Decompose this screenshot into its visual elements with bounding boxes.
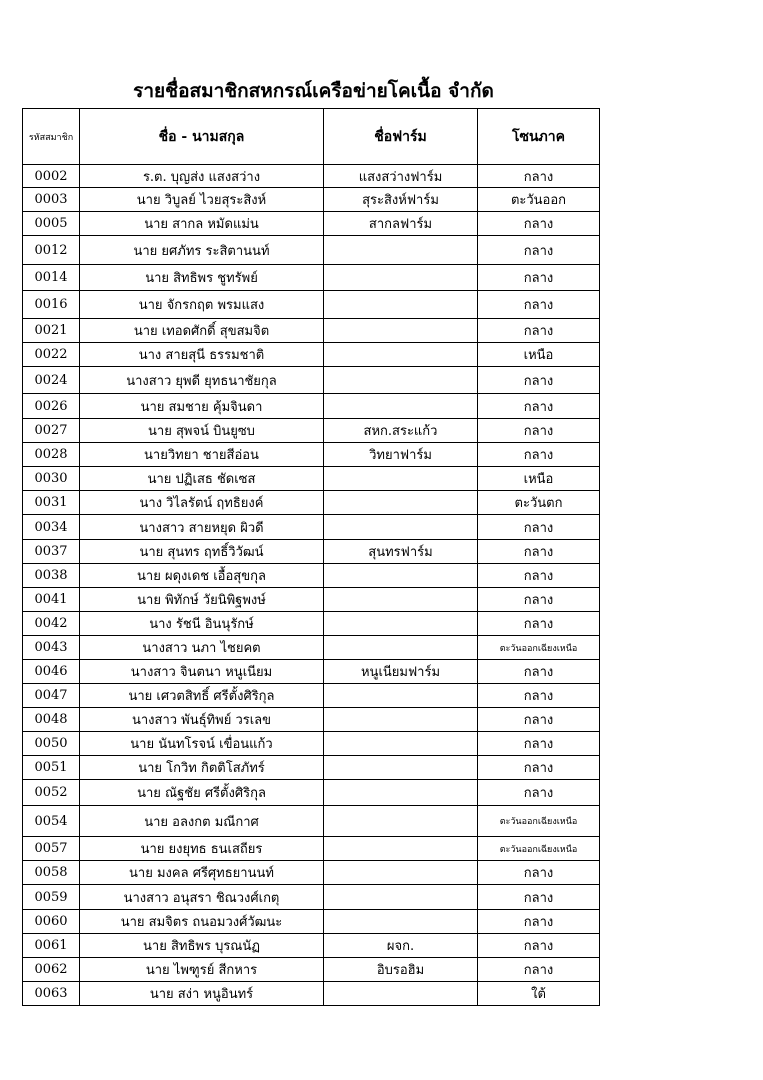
table-row xyxy=(23,780,600,806)
cell-zone: กลาง xyxy=(478,419,600,443)
table-row xyxy=(23,515,600,540)
table-row xyxy=(23,885,600,910)
table-row xyxy=(23,732,600,756)
cell-farm: ผจก. xyxy=(324,934,478,958)
table-row xyxy=(23,684,600,708)
cell-member-id: 0054 xyxy=(23,806,80,837)
cell-name: นาง รัชนี อินนุรักษ์ xyxy=(80,612,324,636)
cell-name: นาย สากล หมัดแม่น xyxy=(80,212,324,236)
cell-farm xyxy=(324,491,478,515)
cell-member-id: 0014 xyxy=(23,265,80,291)
cell-farm: วิทยาฟาร์ม xyxy=(324,443,478,467)
table-body xyxy=(23,165,600,1006)
cell-zone: ตะวันออกเฉียงเหนือ xyxy=(478,806,600,837)
table-row xyxy=(23,236,600,265)
cell-zone: กลาง xyxy=(478,612,600,636)
cell-member-id: 0021 xyxy=(23,319,80,343)
cell-name: นาย เศวตสิทธิ์ ศรีตั้งศิริกุล xyxy=(80,684,324,708)
cell-name: นาย นันทโรจน์ เขื่อนแก้ว xyxy=(80,732,324,756)
table-row xyxy=(23,291,600,319)
table-row xyxy=(23,564,600,588)
table-row xyxy=(23,612,600,636)
cell-farm: หนูเนียมฟาร์ม xyxy=(324,660,478,684)
cell-member-id: 0046 xyxy=(23,660,80,684)
cell-member-id: 0026 xyxy=(23,394,80,419)
cell-member-id: 0022 xyxy=(23,343,80,367)
cell-zone: กลาง xyxy=(478,660,600,684)
table-row xyxy=(23,910,600,934)
cell-farm xyxy=(324,394,478,419)
cell-zone: กลาง xyxy=(478,265,600,291)
cell-name: นาย วิบูลย์ ไวยสุระสิงห์ xyxy=(80,188,324,212)
cell-member-id: 0059 xyxy=(23,885,80,910)
cell-member-id: 0031 xyxy=(23,491,80,515)
cell-farm xyxy=(324,837,478,861)
table-row xyxy=(23,343,600,367)
table-row xyxy=(23,958,600,982)
table-row xyxy=(23,394,600,419)
cell-member-id: 0003 xyxy=(23,188,80,212)
cell-name: นาย ยงยุทธ ธนเสถียร xyxy=(80,837,324,861)
cell-farm xyxy=(324,588,478,612)
cell-farm xyxy=(324,982,478,1006)
cell-zone: กลาง xyxy=(478,394,600,419)
cell-name: นาย สุพจน์ บินยูซบ xyxy=(80,419,324,443)
table-header-row xyxy=(23,109,600,165)
cell-zone: กลาง xyxy=(478,588,600,612)
cell-farm xyxy=(324,564,478,588)
cell-farm: สุระสิงห์ฟาร์ม xyxy=(324,188,478,212)
cell-name: นาย สมจิตร ถนอมวงศ์วัฒนะ xyxy=(80,910,324,934)
cell-farm: สากลฟาร์ม xyxy=(324,212,478,236)
cell-member-id: 0048 xyxy=(23,708,80,732)
table-row xyxy=(23,367,600,394)
table-row xyxy=(23,982,600,1006)
table-row xyxy=(23,443,600,467)
cell-zone: กลาง xyxy=(478,861,600,885)
cell-zone: กลาง xyxy=(478,319,600,343)
cell-member-id: 0047 xyxy=(23,684,80,708)
cell-zone: กลาง xyxy=(478,515,600,540)
cell-name: นางสาว จินตนา หนูเนียม xyxy=(80,660,324,684)
cell-farm xyxy=(324,467,478,491)
cell-member-id: 0058 xyxy=(23,861,80,885)
cell-member-id: 0028 xyxy=(23,443,80,467)
cell-zone: กลาง xyxy=(478,708,600,732)
table-row xyxy=(23,212,600,236)
table-row xyxy=(23,540,600,564)
cell-farm xyxy=(324,612,478,636)
table-row xyxy=(23,837,600,861)
cell-member-id: 0016 xyxy=(23,291,80,319)
cell-member-id: 0051 xyxy=(23,756,80,780)
cell-name: นาย จักรกฤต พรมแสง xyxy=(80,291,324,319)
cell-member-id: 0052 xyxy=(23,780,80,806)
cell-zone: เหนือ xyxy=(478,467,600,491)
table-row xyxy=(23,165,600,188)
cell-name: นาง วิไลรัตน์ ฤทธิยงค์ xyxy=(80,491,324,515)
cell-name: นาย อลงกต มณีกาศ xyxy=(80,806,324,837)
header-zone: โซนภาค xyxy=(478,109,600,165)
cell-member-id: 0060 xyxy=(23,910,80,934)
cell-name: นาย ยศภัทร ระสิตานนท์ xyxy=(80,236,324,265)
cell-farm xyxy=(324,319,478,343)
cell-zone: เหนือ xyxy=(478,343,600,367)
table-row xyxy=(23,467,600,491)
cell-farm xyxy=(324,343,478,367)
cell-farm xyxy=(324,367,478,394)
cell-member-id: 0027 xyxy=(23,419,80,443)
cell-name: นาย สิทธิพร บุรณนัฏ xyxy=(80,934,324,958)
cell-zone: กลาง xyxy=(478,212,600,236)
cell-farm xyxy=(324,756,478,780)
table-row xyxy=(23,861,600,885)
cell-zone: กลาง xyxy=(478,443,600,467)
cell-member-id: 0038 xyxy=(23,564,80,588)
cell-member-id: 0043 xyxy=(23,636,80,660)
cell-name: นางสาว อนุสรา ชิณวงศ์เกตุ xyxy=(80,885,324,910)
cell-zone: กลาง xyxy=(478,684,600,708)
cell-name: นางสาว พันธุ์ทิพย์ วรเลข xyxy=(80,708,324,732)
cell-zone: กลาง xyxy=(478,236,600,265)
cell-farm xyxy=(324,708,478,732)
cell-farm: อิบรอฮิม xyxy=(324,958,478,982)
cell-name: นาย สมชาย คุ้มจินดา xyxy=(80,394,324,419)
table-row xyxy=(23,934,600,958)
cell-name: นาย ผดุงเดช เอื้อสุขกุล xyxy=(80,564,324,588)
member-table xyxy=(22,108,600,1006)
cell-zone: กลาง xyxy=(478,958,600,982)
cell-member-id: 0062 xyxy=(23,958,80,982)
cell-farm xyxy=(324,885,478,910)
cell-zone: กลาง xyxy=(478,756,600,780)
cell-name: นาย สิทธิพร ชูทรัพย์ xyxy=(80,265,324,291)
cell-member-id: 0061 xyxy=(23,934,80,958)
cell-member-id: 0034 xyxy=(23,515,80,540)
table-row xyxy=(23,319,600,343)
cell-farm xyxy=(324,780,478,806)
cell-farm xyxy=(324,861,478,885)
header-member-id: รหัสสมาชิก xyxy=(23,109,80,165)
table-row xyxy=(23,756,600,780)
cell-member-id: 0057 xyxy=(23,837,80,861)
table-row xyxy=(23,265,600,291)
cell-name: นาย ปฏิเสธ ชัดเซส xyxy=(80,467,324,491)
cell-member-id: 0063 xyxy=(23,982,80,1006)
cell-name: นายวิทยา ชายสีอ่อน xyxy=(80,443,324,467)
table-row xyxy=(23,588,600,612)
cell-member-id: 0005 xyxy=(23,212,80,236)
table-row xyxy=(23,806,600,837)
cell-zone: กลาง xyxy=(478,367,600,394)
cell-farm xyxy=(324,636,478,660)
cell-name: นาย สุนทร ฤทธิ์วิวัฒน์ xyxy=(80,540,324,564)
cell-member-id: 0042 xyxy=(23,612,80,636)
cell-farm xyxy=(324,515,478,540)
cell-zone: กลาง xyxy=(478,540,600,564)
cell-member-id: 0030 xyxy=(23,467,80,491)
cell-farm: สหก.สระแก้ว xyxy=(324,419,478,443)
cell-zone: กลาง xyxy=(478,165,600,188)
cell-zone: กลาง xyxy=(478,732,600,756)
cell-name: นาย สง่า หนูอินทร์ xyxy=(80,982,324,1006)
cell-farm xyxy=(324,732,478,756)
cell-name: นาย มงคล ศรีศุทธยานนท์ xyxy=(80,861,324,885)
cell-farm xyxy=(324,910,478,934)
cell-farm xyxy=(324,265,478,291)
cell-farm: สุนทรฟาร์ม xyxy=(324,540,478,564)
document-title: รายชื่อสมาชิกสหกรณ์เครือข่ายโคเนื้อ จำกัด xyxy=(133,80,494,102)
cell-name: นาย เทอดศักดิ์ สุขสมจิต xyxy=(80,319,324,343)
cell-name: นางสาว สายหยุด ผิวดี xyxy=(80,515,324,540)
cell-farm: แสงสว่างฟาร์ม xyxy=(324,165,478,188)
cell-zone: ตะวันตก xyxy=(478,491,600,515)
cell-name: นาง สายสุนี ธรรมชาติ xyxy=(80,343,324,367)
table-row xyxy=(23,660,600,684)
cell-zone: ตะวันออกเฉียงเหนือ xyxy=(478,837,600,861)
cell-zone: กลาง xyxy=(478,934,600,958)
table-row xyxy=(23,188,600,212)
table-row xyxy=(23,708,600,732)
cell-member-id: 0050 xyxy=(23,732,80,756)
table-row xyxy=(23,636,600,660)
cell-zone: กลาง xyxy=(478,885,600,910)
cell-zone: กลาง xyxy=(478,910,600,934)
cell-member-id: 0024 xyxy=(23,367,80,394)
table-row xyxy=(23,491,600,515)
cell-member-id: 0037 xyxy=(23,540,80,564)
cell-farm xyxy=(324,236,478,265)
cell-name: ร.ต. บุญส่ง แสงสว่าง xyxy=(80,165,324,188)
cell-name: นาย ณัฐชัย ศรีตั้งศิริกุล xyxy=(80,780,324,806)
cell-zone: ตะวันออกเฉียงเหนือ xyxy=(478,636,600,660)
cell-name: นางสาว นภา ไชยคต xyxy=(80,636,324,660)
cell-name: นางสาว ยุพดี ยุทธนาชัยกุล xyxy=(80,367,324,394)
cell-zone: กลาง xyxy=(478,564,600,588)
header-name: ชื่อ - นามสกุล xyxy=(80,109,324,165)
cell-zone: กลาง xyxy=(478,291,600,319)
cell-member-id: 0041 xyxy=(23,588,80,612)
cell-name: นาย พิทักษ์ วัยนิพิฐพงษ์ xyxy=(80,588,324,612)
cell-farm xyxy=(324,684,478,708)
cell-farm xyxy=(324,806,478,837)
cell-zone: กลาง xyxy=(478,780,600,806)
cell-member-id: 0012 xyxy=(23,236,80,265)
cell-name: นาย ไพฑูรย์ สีกหาร xyxy=(80,958,324,982)
cell-member-id: 0002 xyxy=(23,165,80,188)
cell-farm xyxy=(324,291,478,319)
header-farm: ชื่อฟาร์ม xyxy=(324,109,478,165)
table-row xyxy=(23,419,600,443)
cell-name: นาย โกวิท กิตติโสภัทร์ xyxy=(80,756,324,780)
cell-zone: ตะวันออก xyxy=(478,188,600,212)
cell-zone: ใต้ xyxy=(478,982,600,1006)
